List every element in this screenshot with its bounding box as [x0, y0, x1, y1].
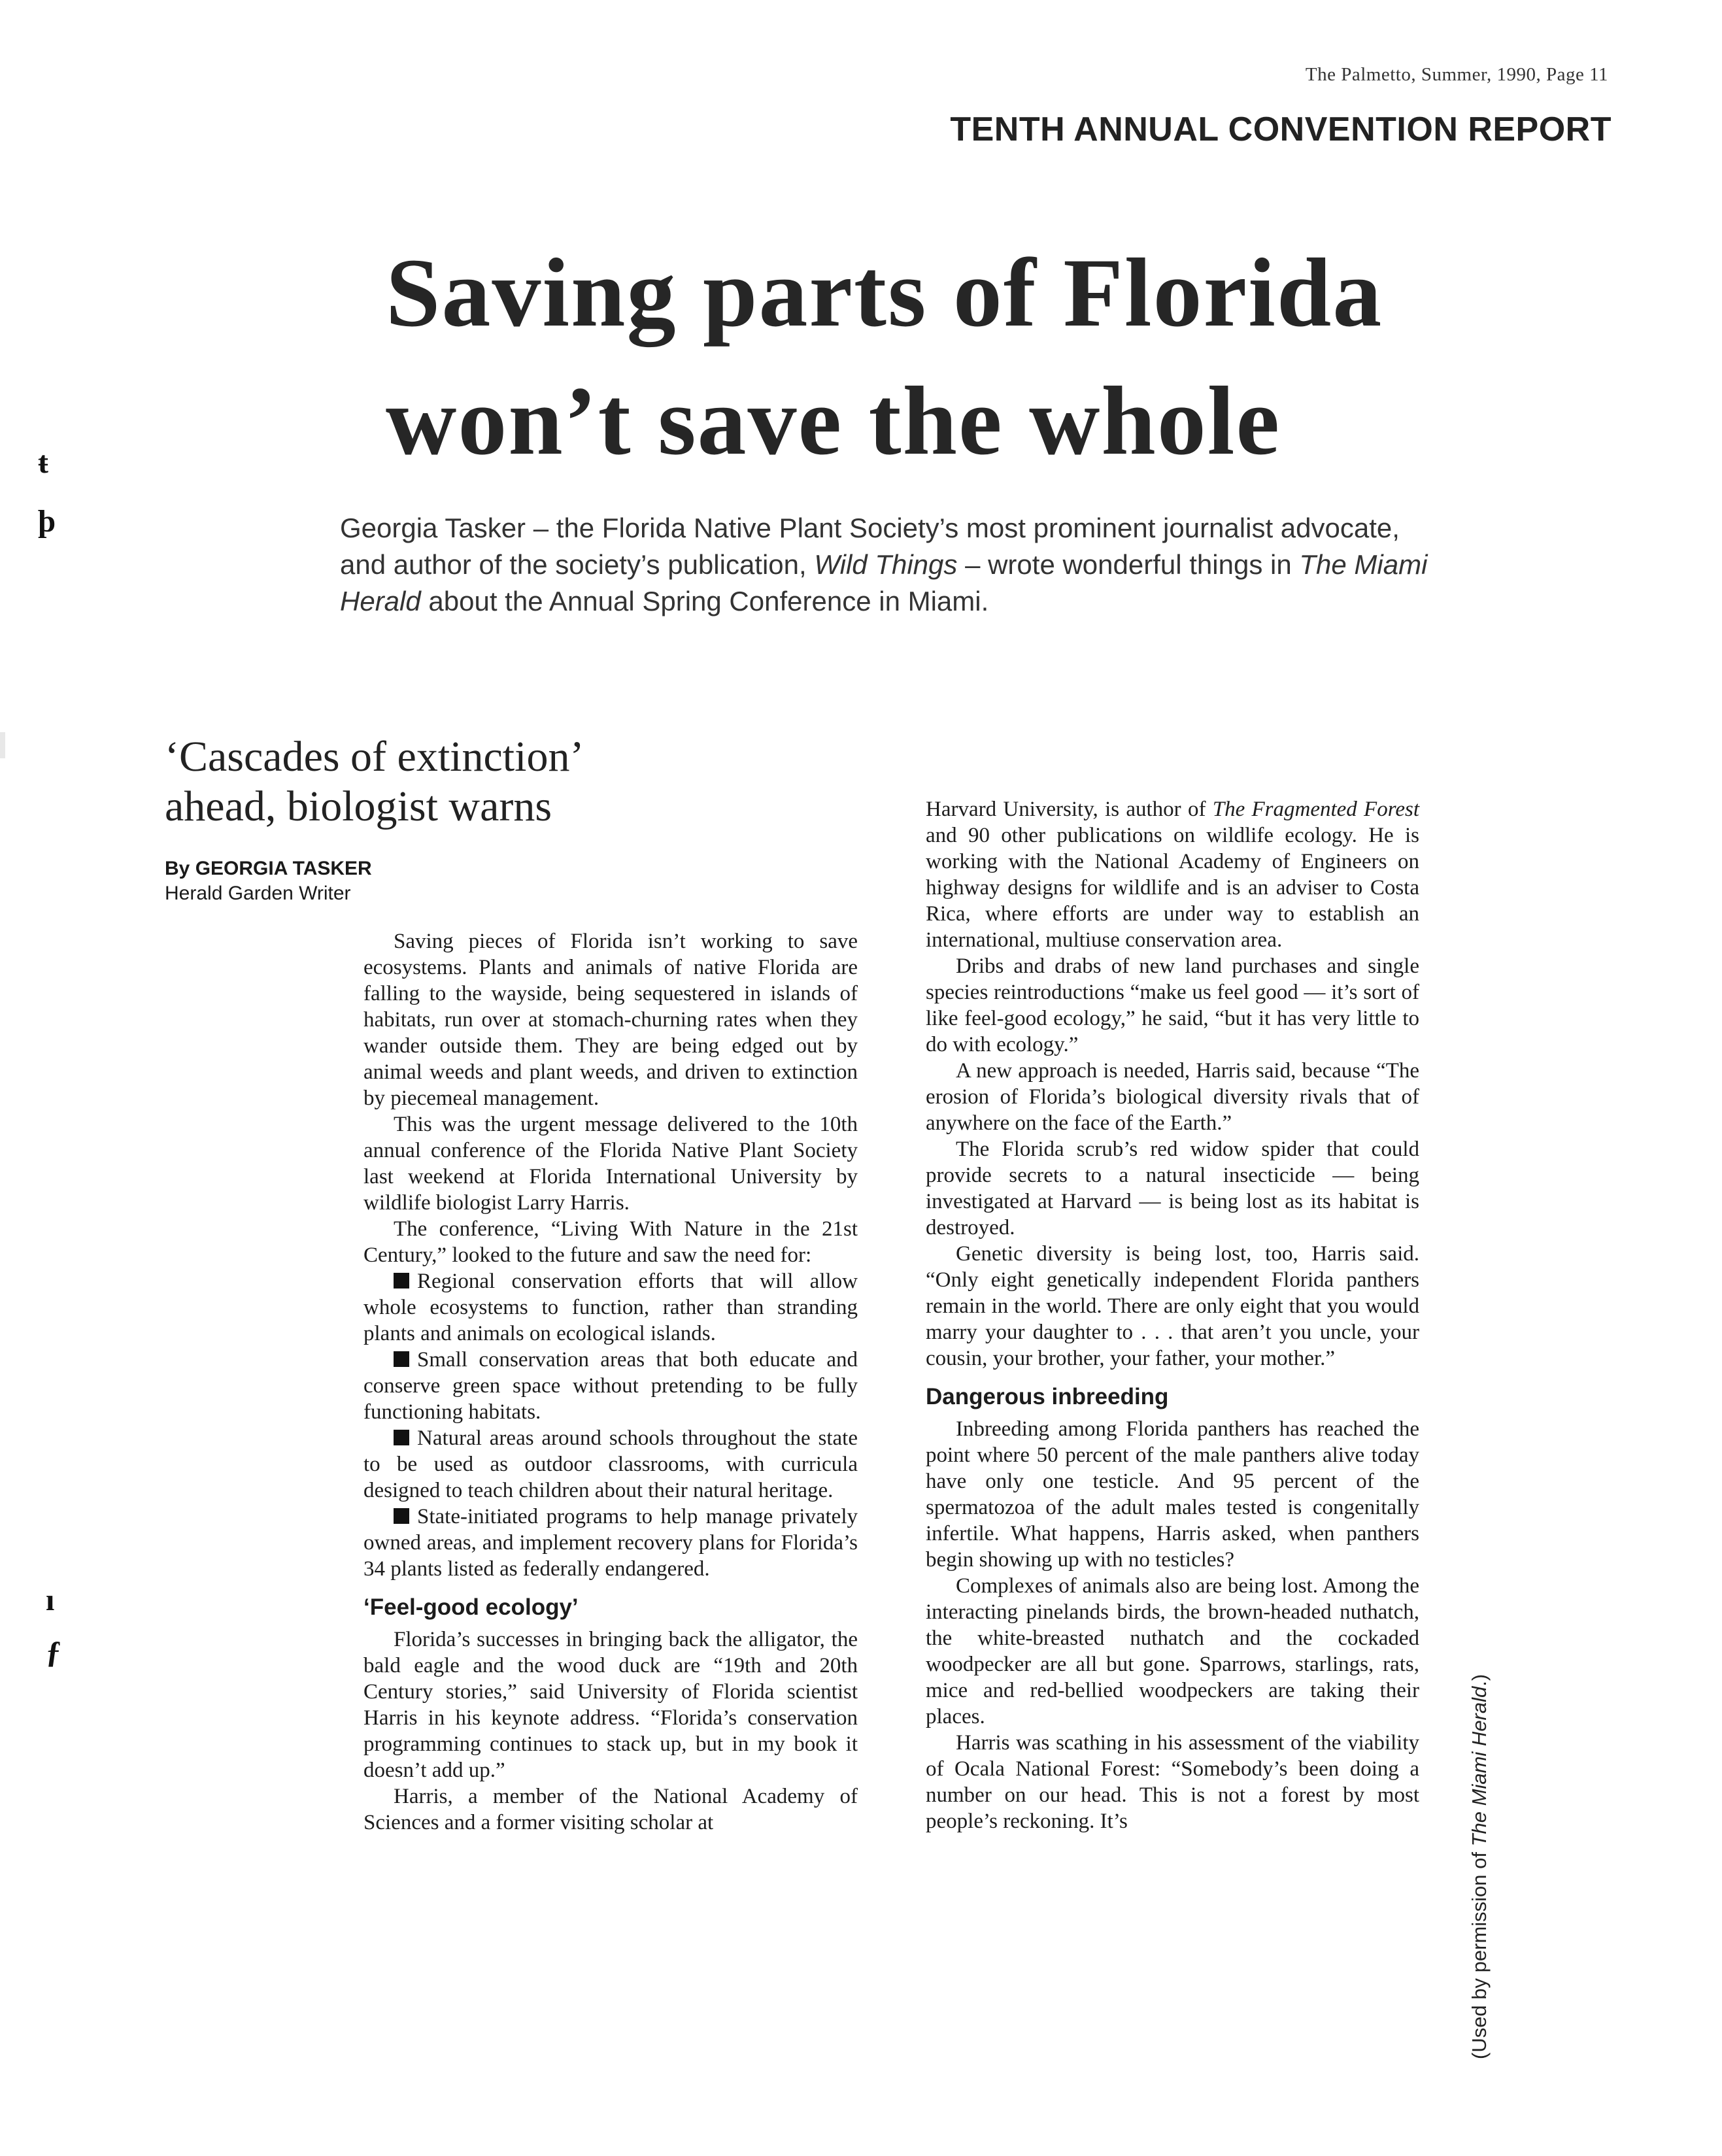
paragraph: A new approach is needed, Harris said, because “The erosion of Florida’s biological diversity rivals that of anywhere on the face of the Earth.”: [926, 1059, 1419, 1135]
intro-text-1: Georgia Tasker – the Florida Native Plant Society’s most prominent journalist advocate, and author of the society’s publication,: [340, 513, 1400, 580]
byline-by: By: [165, 858, 195, 879]
margin-mark: ƒ: [46, 1635, 61, 1670]
intro-wild-things: Wild Things: [814, 549, 958, 580]
subhead-line-2: ahead, biologist warns: [165, 783, 552, 830]
paragraph: Harris, a member of the National Academy of Sciences and a former visiting scholar at: [363, 1785, 858, 1834]
intro-text-3: about the Annual Spring Conference in Miami.: [420, 586, 989, 616]
intro-miami-herald: The Miami Herald: [340, 549, 1428, 616]
bullet-square-icon: [394, 1430, 409, 1445]
paragraph: Saving pieces of Florida isn’t working to save ecosystems. Plants and animals of native Florida are falling to the wayside, being sequestered in islands of habitats, run over at stomach-churning rates when they wander outside them. They are being edged out by animal weeds and plant weeds, and driven to extinction by piecemeal management.: [363, 930, 858, 1110]
paragraph: This was the urgent message delivered to the 10th annual conference of the Florida Native Plant Society last weekend at Florida International University by wildlife biologist Larry Harris.: [363, 1113, 858, 1215]
subhead-line-1: ‘Cascades of extinction’: [165, 733, 584, 781]
paragraph: Florida’s successes in bringing back the alligator, the bald eagle and the wood duck are “19th and 20th Century stories,” said University of Florida scientist Harris in his keynote address. “Florida’s conservation programming continues to stack up, but in my book it doesn’t add up.”: [363, 1628, 858, 1782]
paragraph: Harris was scathing in his assessment of the viability of Ocala National Forest: “Somebody’s been doing a number on our head. This is not a forest by most people’s reckoning. It’s: [926, 1731, 1419, 1833]
bullet-item: Small conservation areas that both educate and conserve green space without pretending to be fully functioning habitats.: [363, 1348, 858, 1424]
paragraph: Genetic diversity is being lost, too, Harris said. “Only eight genetically independent Florida panthers remain in the world. There are only eight that you would marry your daughter to . . . that aren’t you uncle, your cousin, your brother, your father, your mother.”: [926, 1242, 1419, 1370]
paragraph: Inbreeding among Florida panthers has reached the point where 50 percent of the male panthers alive today have only one testicle. And 95 percent of the spermatozoa of the adult males tested is congenitally infertile. What happens, Harris asked, when panthers begin showing up with no testicles?: [926, 1417, 1419, 1572]
margin-mark: þ: [38, 504, 56, 539]
book-title: The Fragmented Forest: [1212, 798, 1419, 821]
paragraph: The conference, “Living With Nature in the 21st Century,” looked to the future and saw the need for:: [363, 1217, 858, 1267]
bullet-square-icon: [394, 1351, 409, 1367]
bullet-square-icon: [394, 1273, 409, 1289]
paragraph: The Florida scrub’s red widow spider that could provide secrets to a natural insecticide — being investigated at Harvard — is being lost as its habitat is destroyed.: [926, 1137, 1419, 1239]
paragraph: Harvard University, is author of The Fragmented Forest and 90 other publications on wildlife ecology. He is working with the National Academy of Engineers on highway designs for wildlife and is an adviser to Costa Rica, where efforts are under way to establish an international, multiuse conservation area.: [926, 798, 1419, 952]
article-column-2: [926, 796, 1419, 1834]
bullet-item: Regional conservation efforts that will allow whole ecosystems to function, rather than stranding plants and animals on ecological islands.: [363, 1270, 858, 1345]
byline-role: Herald Garden Writer: [165, 883, 351, 904]
bullet-item: Natural areas around schools throughout the state to be used as outdoor classrooms, with curricula designed to teach children about their natural heritage.: [363, 1426, 858, 1502]
section-heading-inbreeding: Dangerous inbreeding: [926, 1384, 1169, 1409]
intro-paragraph: [340, 510, 1451, 620]
running-head: The Palmetto, Summer, 1990, Page 11: [1305, 64, 1608, 85]
article-subhead: [165, 732, 753, 832]
section-heading-feel-good: ‘Feel-good ecology’: [363, 1594, 579, 1620]
bullet-square-icon: [394, 1508, 409, 1524]
headline-line-1: Saving parts of Florida: [386, 239, 1383, 347]
headline-line-2: won’t save the whole: [386, 367, 1281, 475]
byline-author: [165, 856, 372, 881]
margin-mark: ı: [46, 1583, 55, 1617]
article-column-1: [363, 928, 858, 1836]
paragraph: Dribs and drabs of new land purchases and single species reintroductions “make us feel good — it’s sort of like feel-good ecology,” he said, “but it has very little to do with ecology.”: [926, 954, 1419, 1056]
margin-mark: ŧ: [38, 445, 48, 480]
section-title: TENTH ANNUAL CONVENTION REPORT: [950, 110, 1612, 148]
bullet-item: State-initiated programs to help manage privately owned areas, and implement recovery plans for Florida’s 34 plants listed as federally endangered.: [363, 1505, 858, 1581]
paragraph: Complexes of animals also are being lost. Among the interacting pinelands birds, the brown-headed nuthatch, the white-breasted nuthatch and the cockaded woodpecker are all but gone. Sparrows, starlings, rats, mice and red-bellied woodpeckers are taking their places.: [926, 1574, 1419, 1728]
permission-credit: (Used by permission of The Miami Herald.): [1468, 1674, 1491, 2059]
byline-name: GEORGIA TASKER: [195, 858, 372, 879]
intro-text-2: – wrote wonderful things in: [957, 549, 1300, 580]
scan-edge-mark: [0, 732, 5, 758]
headline: [386, 229, 1497, 485]
byline: [165, 856, 372, 906]
